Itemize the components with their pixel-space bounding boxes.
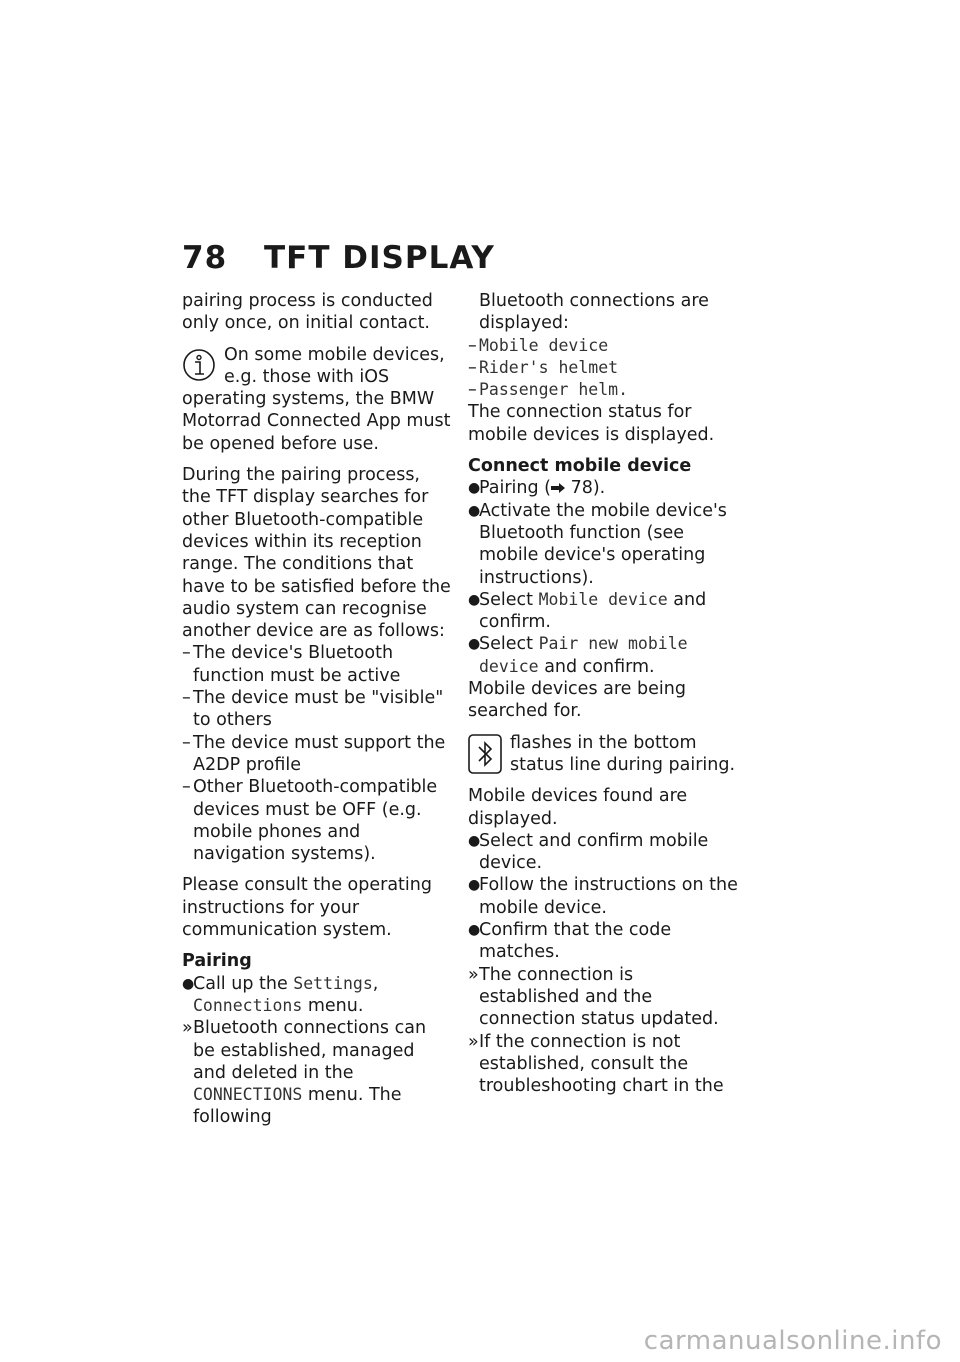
- list-item: ● Select Mobile device and confirm.: [468, 589, 707, 633]
- status-text: The connection status for mobile devices is displayed.: [468, 402, 715, 445]
- page-header: [182, 240, 495, 276]
- chapter-title: TFT DISPLAY: [264, 240, 495, 276]
- list-item: – The device must be "visible" to others: [182, 688, 444, 731]
- list-item: ● Confirm that the code matches.: [468, 920, 672, 963]
- list-item: » Bluetooth connections can be established, managed and deleted in the CONNECTIONS menu. The following: [182, 1018, 427, 1128]
- right-column: [468, 290, 738, 1097]
- searching-text: Mobile devices are being searched for.: [468, 679, 686, 722]
- list-item: – Mobile device: [468, 335, 609, 356]
- list-item: ● Pairing ( 78).: [468, 478, 606, 499]
- list-item: ● Select and confirm mobile device.: [468, 830, 709, 874]
- list-item: – Passenger helm.: [468, 380, 629, 401]
- info-note: [182, 344, 452, 455]
- continued-text: Bluetooth connections are displayed:: [479, 291, 709, 334]
- bluetooth-note: [468, 732, 738, 777]
- list-item: ● Select Pair new mobile device and confirm.: [468, 634, 688, 677]
- list-item: – Other Bluetooth-compatible devices must be OFF (e.g. mobile phones and navigation systems).: [182, 777, 438, 865]
- list-item: ● Follow the instructions on the mobile device.: [468, 875, 738, 918]
- arrow-right-icon: [551, 483, 565, 493]
- connection-list: [468, 335, 738, 402]
- watermark: carmanualsonline.info: [643, 1326, 942, 1356]
- conditions-list: [182, 642, 452, 865]
- list-item: – The device must support the A2DP profile: [182, 732, 446, 775]
- list-item: » If the connection is not established, consult the troubleshooting chart in the: [468, 1031, 724, 1097]
- note-text: On some mobile devices, e.g. those with iOS operating systems, the BMW Motorrad Connected App must be opened before use.: [182, 344, 451, 454]
- info-icon: [182, 348, 216, 382]
- list-item: – Rider's helmet: [468, 357, 619, 378]
- pairing-conditions-text: During the pairing process, the TFT display searches for other Bluetooth-compatible devices within its reception range. The conditions that have to be satisfied before the audio system can recognise another device are as follows:: [182, 465, 451, 642]
- list-item: » The connection is established and the connection status updated.: [468, 964, 719, 1030]
- consult-text: Please consult the operating instructions for your communication system.: [182, 875, 432, 941]
- list-item: ● Call up the Settings, Connections menu.: [182, 973, 379, 1016]
- bluetooth-icon: [468, 734, 502, 774]
- list-item: ● Activate the mobile device's Bluetooth function (see mobile device's operating instructions).: [468, 500, 727, 588]
- left-column: [182, 290, 452, 1129]
- pairing-heading: Pairing: [182, 951, 252, 972]
- intro-text: pairing process is conducted only once, on initial contact.: [182, 291, 433, 334]
- list-item: – The device's Bluetooth function must be active: [182, 643, 401, 686]
- bluetooth-note-text: flashes in the bottom status line during pairing.: [510, 732, 736, 775]
- page-number: 78: [182, 240, 228, 276]
- connect-heading: Connect mobile device: [468, 456, 692, 477]
- found-text: Mobile devices found are displayed.: [468, 786, 688, 829]
